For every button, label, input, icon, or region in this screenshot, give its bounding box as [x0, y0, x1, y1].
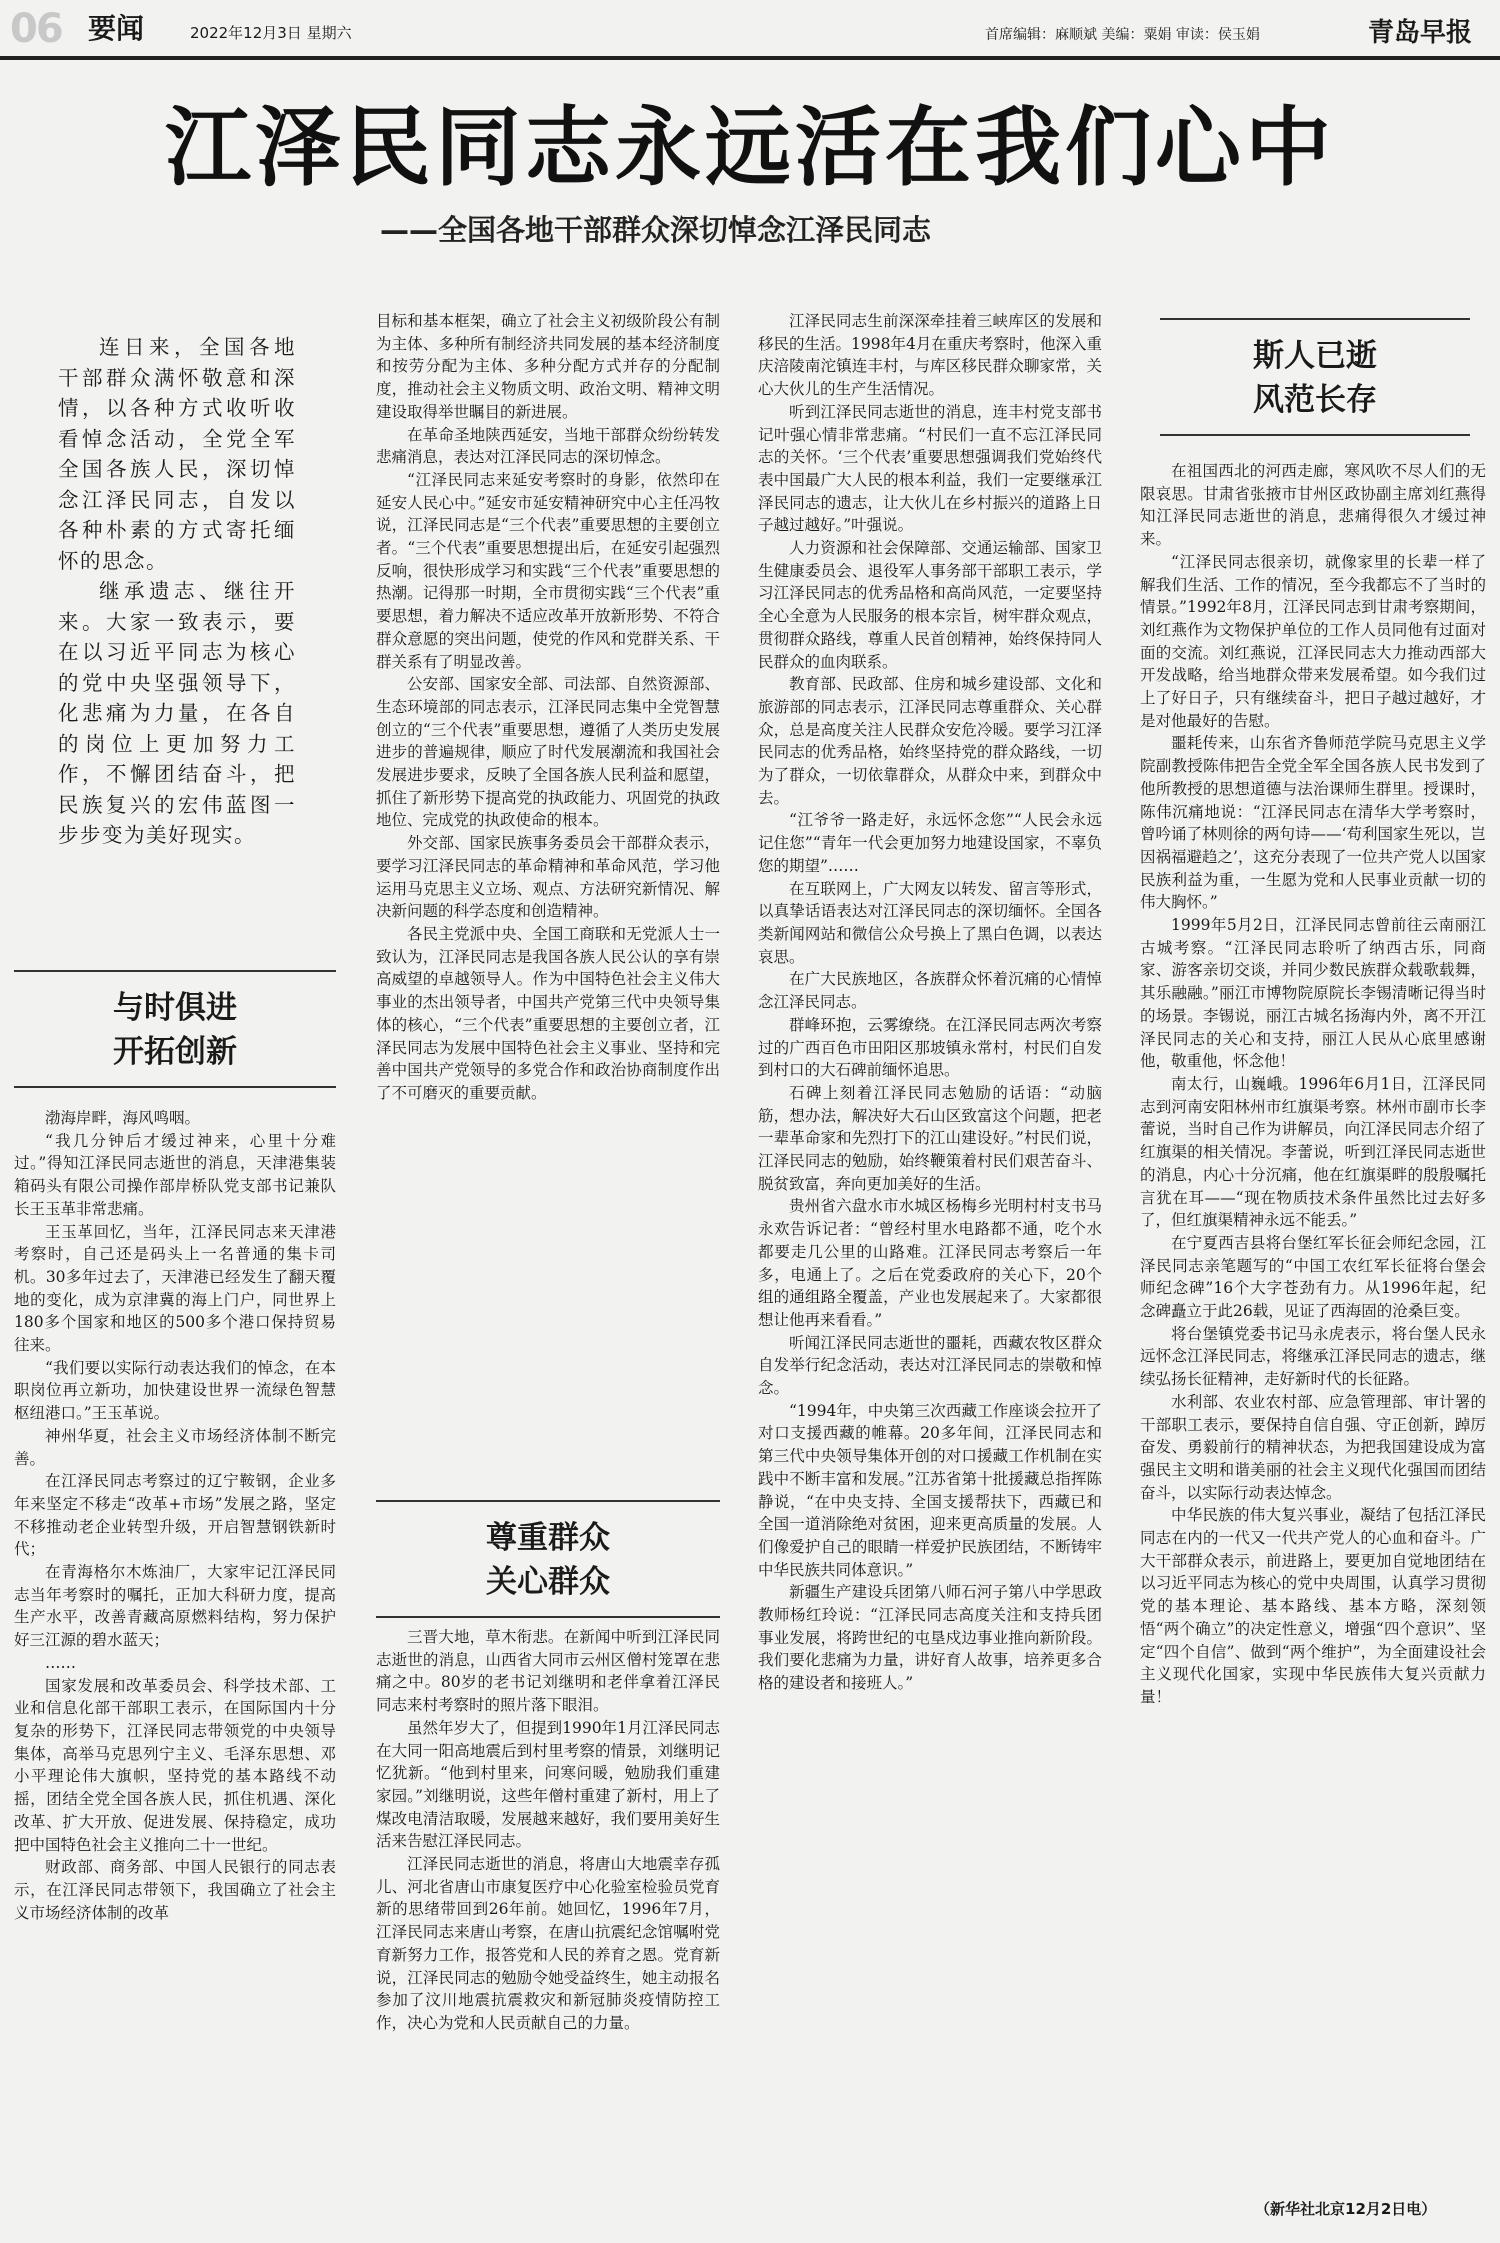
- section-heading-line: 尊重群众: [486, 1520, 610, 1556]
- section-heading-line: 风范长存: [1253, 382, 1377, 418]
- paragraph: 江泽民同志逝世的消息，将唐山大地震幸存孤儿、河北省唐山市康复医疗中心化验室检验员党育新的思绪带回到26年前。她回忆，1996年7月，江泽民同志来唐山考察，在唐山抗震纪念馆嘱咐党育新努力工作，报答党和人民的养育之恩。党育新说，江泽民同志的勉励令她受益终生，她主动报名参加了汶川地震抗震救灾和新冠肺炎疫情防控工作，决心为党和人民贡献自己的力量。: [376, 1855, 720, 2032]
- column-3-text: [758, 310, 1102, 2200]
- paragraph: 新疆生产建设兵团第八师石河子第八中学思政教师杨红玲说：“江泽民同志高度关注和支持兵团事业发展，将跨世纪的屯垦戍边事业推向新阶段。我们要化悲痛为力量，讲好育人故事，培养更多合格的建设者和接班人。”: [758, 1583, 1102, 1693]
- paragraph: 各民主党派中央、全国工商联和无党派人士一致认为，江泽民同志是我国各族人民公认的享有崇高威望的卓越领导人。作为中国特色社会主义伟大事业的杰出领导者，中国共产党第三代中央领导集体的核心，“三个代表”重要思想的主要创立者，江泽民同志为发展中国特色社会主义事业、坚持和完善中国共产党领导的多党合作和政治协商制度作出了不可磨灭的重要贡献。: [376, 924, 720, 1102]
- lead-paragraph: 继承遗志、继往开来。大家一致表示，要在以习近平同志为核心的党中央坚强领导下，化悲痛为力量，在各自的岗位上更加努力工作，不懈团结奋斗，把民族复兴的宏伟蓝图一步步变为美好现实。: [58, 579, 296, 847]
- paragraph: 听闻江泽民同志逝世的噩耗，西藏农牧区群众自发举行纪念活动，表达对江泽民同志的崇敬和悼念。: [758, 1333, 1102, 1398]
- paragraph: 财政部、商务部、中国人民银行的同志表示，在江泽民同志带领下，我国确立了社会主义市场经济体制的改革: [14, 1858, 336, 1922]
- paragraph: 1999年5月2日，江泽民同志曾前往云南丽江古城考察。“江泽民同志聆听了纳西古乐，同商家、游客亲切交谈，并同少数民族群众载歌载舞，其乐融融。”丽江市博物院原院长李锡清晰记得当时的场景。李锡说，丽江古城名扬海内外，离不开江泽民同志的关心和支持，丽江人民从心底里感谢他，敬重他，怀念他！: [1140, 916, 1486, 1071]
- paragraph: 国家发展和改革委员会、科学技术部、工业和信息化部干部职工表示，在国际国内十分复杂的形势下，江泽民同志带领党的中央领导集体，高举马克思列宁主义、毛泽东思想、邓小平理论伟大旗帜，坚持党的基本路线不动摇，团结全党全国各族人民，抓住机遇、深化改革、扩大开放、促进发展、保持稳定，成功把中国特色社会主义推向二十一世纪。: [14, 1676, 336, 1854]
- paragraph: 在江泽民同志考察过的辽宁鞍钢，企业多年来坚定不移走“改革+市场”发展之路，坚定不移推动老企业转型升级，开启智慧钢铁新时代；: [14, 1472, 336, 1559]
- paragraph: 公安部、国家安全部、司法部、自然资源部、生态环境部的同志表示，江泽民同志集中全党智慧创立的“三个代表”重要思想，遵循了人类历史发展进步的普遍规律，顺应了时代发展潮流和我国社会发展进步要求，反映了全国各族人民利益和愿望，抓住了新形势下提高党的执政能力、巩固党的执政地位、完成党的执政使命的根本。: [376, 675, 720, 830]
- paragraph: 在广大民族地区，各族群众怀着沉痛的心情悼念江泽民同志。: [758, 970, 1102, 1012]
- section-heading-line: 开拓创新: [113, 1034, 237, 1070]
- headline: 江泽民同志永远活在我们心中: [165, 97, 1335, 198]
- paragraph: 渤海岸畔，海风鸣咽。: [45, 1109, 201, 1127]
- page-number: 06: [10, 6, 62, 52]
- lead-paragraphs: [58, 332, 296, 851]
- section-heading-line: 关心群众: [486, 1564, 610, 1600]
- paragraph: 南太行，山巍峨。1996年6月1日，江泽民同志到河南安阳林州市红旗渠考察。林州市副市长李蕾说，当时自己作为讲解员，向江泽民同志介绍了红旗渠的相关情况。李蕾说，听到江泽民同志逝世的消息，内心十分沉痛，他在红旗渠畔的殷殷嘱托言犹在耳——“现在物质技术条件虽然比过去好多了，但红旗渠精神永远不能丢。”: [1140, 1074, 1486, 1230]
- paragraph: “江爷爷一路走好，永远怀念您”“人民会永远记住您”“青年一代会更加努力地建设国家，不辜负您的期望”……: [758, 811, 1102, 875]
- column-1-text: [14, 1107, 336, 2199]
- paragraph: 王玉革回忆，当年，江泽民同志来天津港考察时，自己还是码头上一名普通的集卡司机。30多年过去了，天津港已经发生了翻天覆地的变化，成为京津冀的海上门户，同世界上180多个国家和地区的500多个港口保持贸易往来。: [14, 1222, 336, 1355]
- paragraph: 人力资源和社会保障部、交通运输部、国家卫生健康委员会、退役军人事务部干部职工表示，学习江泽民同志的优秀品格和高尚风范，一定要坚持全心全意为人民服务的根本宗旨，树牢群众观点，贯彻群众路线，尊重人民首创精神，始终保持同人民群众的血肉联系。: [758, 539, 1102, 671]
- paragraph: 在青海格尔木炼油厂，大家牢记江泽民同志当年考察时的嘱托，正加大科研力度，提高生产水平，改善青藏高原燃料结构，努力保护好三江源的碧水蓝天；: [14, 1563, 336, 1650]
- paragraph: 江泽民同志生前深深牵挂着三峡库区的发展和移民的生活。1998年4月在重庆考察时，他深入重庆涪陵南沱镇连丰村，与库区移民群众聊家常，关心大伙儿的生产生活情况。: [758, 312, 1102, 399]
- paragraph: 三晋大地，草木衔悲。在新闻中听到江泽民同志逝世的消息，山西省大同市云州区僧村笼罩在悲痛之中。80岁的老书记刘继明和老伴拿着江泽民同志来村考察时的照片落下眼泪。: [376, 1628, 720, 1715]
- section-heading-innovation: [14, 970, 336, 1088]
- paragraph: 在互联网上，广大网友以转发、留言等形式，以真挚话语表达对江泽民同志的深切缅怀。全国各类新闻网站和微信公众号换上了黑白色调，以表达哀思。: [758, 879, 1102, 966]
- subheadline: ——全国各地干部群众深切悼念江泽民同志: [380, 213, 932, 247]
- paragraph: 贵州省六盘水市水城区杨梅乡光明村村支书马永欢告诉记者：“曾经村里水电路都不通，吃个水都要走几公里的山路难。江泽民同志考察后一年多，电通上了。之后在党委政府的关心下，20个组的通组路全覆盖，产业也发展起来了。大家都很想让他再来看看。”: [758, 1197, 1102, 1329]
- paragraph: “我们要以实际行动表达我们的悼念，在本职岗位再立新功，加快建设世界一流绿色智慧枢纽港口。”王玉革说。: [14, 1358, 336, 1423]
- paragraph: 石碑上刻着江泽民同志勉励的话语：“动脑筋，想办法，解决好大石山区致富这个问题，把老一辈革命家和先烈打下的江山建设好。”村民们说，江泽民同志的勉励，始终鞭策着村民们艰苦奋斗、脱贫致富，奔向更加美好的生活。: [758, 1083, 1102, 1193]
- paragraph: “江泽民同志来延安考察时的身影，依然印在延安人民心中。”延安市延安精神研究中心主任冯牧说，江泽民同志是“三个代表”重要思想的主要创立者。“三个代表”重要思想提出后，在延安引起强烈反响，很快形成学习和实践“三个代表”重要思想的热潮。记得那一时期，全市贯彻实践“三个代表”重要思想，着力解决不适应改革开放新形势、不符合群众意愿的突出问题，使党的作风和党群关系、干群关系有了明显改善。: [376, 470, 720, 671]
- paragraph: 将台堡镇党委书记马永虎表示，将台堡人民永远怀念江泽民同志，将继承江泽民同志的遗志，继续弘扬长征精神，走好新时代的长征路。: [1140, 1324, 1486, 1389]
- paragraph: “我几分钟后才缓过神来，心里十分难过。”得知江泽民同志逝世的消息，天津港集装箱码头有限公司操作部岸桥队党支部书记兼队长王玉革非常悲痛。: [14, 1131, 336, 1218]
- section-heading-legacy: [1160, 318, 1470, 436]
- paragraph: “江泽民同志很亲切，就像家里的长辈一样了解我们生活、工作的情况，至今我都忘不了当时的情景。”1992年8月，江泽民同志到甘肃考察期间，刘红燕作为文物保护单位的工作人员同他有过面对面的交流。刘红燕说，江泽民同志大力推动西部大开发战略，给当地群众带来发展希望。如今我们过上了好日子，只有继续奋斗，把日子越过越好，才是对他最好的告慰。: [1140, 552, 1486, 730]
- issue-date: 2022年12月3日 星期六: [190, 24, 352, 42]
- header-rule: [0, 56, 1500, 60]
- column-4-text: [1140, 460, 1486, 2196]
- paragraph: 外交部、国家民族事务委员会干部群众表示，要学习江泽民同志的革命精神和革命风范，学习他运用马克思主义立场、观点、方法研究新情况、解决新问题的科学态度和创造精神。: [376, 834, 720, 921]
- paragraph: “1994年，中央第三次西藏工作座谈会拉开了对口支援西藏的帷幕。20多年间，江泽民同志和第三代中央领导集体开创的对口援藏工作机制在实践中不断丰富和发展。”江苏省第十批援藏总指挥陈静说，“在中央支持、全国支援帮扶下，西藏已和全国一道消除绝对贫困，迎来更高质量的发展。人们像爱护自己的眼睛一样爱护民族团结，不断铸牢中华民族共同体意识。”: [758, 1401, 1102, 1579]
- section-heading-line: 与时俱进: [113, 990, 237, 1026]
- paragraph: 教育部、民政部、住房和城乡建设部、文化和旅游部的同志表示，江泽民同志尊重群众、关心群众，总是高度关注人民群众安危冷暖。要学习江泽民同志的优秀品格，始终坚持党的群众路线，一切为了群众，一切依靠群众，从群众中来，到群众中去。: [758, 675, 1102, 807]
- section-heading-line: 斯人已逝: [1253, 338, 1377, 374]
- paragraph: 神州华夏，社会主义市场经济体制不断完善。: [14, 1426, 336, 1468]
- newspaper-logo: 青岛早报: [1368, 18, 1473, 48]
- paragraph: 在祖国西北的河西走廊，寒风吹不尽人们的无限哀思。甘肃省张掖市甘州区政协副主席刘红燕得知江泽民同志逝世的消息，悲痛得很久才缓过神来。: [1140, 462, 1486, 549]
- section-name: 要闻: [88, 12, 145, 45]
- column-2-text-top: [376, 310, 720, 1492]
- paragraph: ……: [45, 1653, 76, 1672]
- paragraph: 虽然年岁大了，但提到1990年1月江泽民同志在大同一阳高地震后到村里考察的情景，刘继明记忆犹新。“他到村里来，问寒问暖，勉励我们重建家园。”刘继明说，这些年僧村重建了新村，用上了煤改电清洁取暖，发展越来越好，我们要用美好生活来告慰江泽民同志。: [376, 1718, 720, 1851]
- paragraph: 听到江泽民同志逝世的消息，连丰村党支部书记叶强心情非常悲痛。“村民们一直不忘江泽民同志的关怀。‘三个代表’重要思想强调我们党始终代表中国最广大人民的根本利益，我们一定要继承江泽民同志的遗志，让大伙儿在乡村振兴的道路上日子越过越好。”叶强说。: [758, 402, 1102, 535]
- paragraph: 噩耗传来，山东省齐鲁师范学院马克思主义学院副教授陈伟把告全党全军全国各族人民书发到了他所教授的思想道德与法治课师生群里。授课时，陈伟沉痛地说：“江泽民同志在清华大学考察时，曾吟诵了林则徐的两句诗——‘苟利国家生死以，岂因祸福避趋之’，这充分表现了一位共产党人以国家民族利益为重，一生愿为党和人民事业贡献一切的伟大胸怀。”: [1140, 734, 1486, 912]
- column-2-text-bottom: [376, 1626, 720, 2199]
- paragraph: 目标和基本框架，确立了社会主义初级阶段公有制为主体、多种所有制经济共同发展的基本经济制度和按劳分配为主体、多种分配方式并存的分配制度，推动社会主义物质文明、政治文明、精神文明建设取得举世瞩目的新进展。: [376, 312, 720, 421]
- paragraph: 在革命圣地陕西延安，当地干部群众纷纷转发悲痛消息，表达对江泽民同志的深切悼念。: [376, 425, 720, 467]
- paragraph: 在宁夏西吉县将台堡红军长征会师纪念园，江泽民同志亲笔题写的“中国工农红军长征将台堡会师纪念碑”16个大字苍劲有力。从1996年起，纪念碑矗立于此26载，见证了西海固的沧桑巨变。: [1140, 1233, 1486, 1321]
- byline: （新华社北京12月2日电）: [1255, 2200, 1437, 2218]
- paragraph: 中华民族的伟大复兴事业，凝结了包括江泽民同志在内的一代又一代共产党人的心血和奋斗。广大干部群众表示，前进路上，要更加自觉地团结在以习近平同志为核心的党中央周围，认真学习贯彻党的基本理论、基本路线、基本方略，深刻领悟“两个确立”的决定性意义，增强“四个意识”、坚定“四个自信”、做到“两个维护”，为全面建设社会主义现代化国家，实现中华民族伟大复兴贡献力量！: [1140, 1506, 1486, 1706]
- editor-credits: 首席编辑：麻顺斌 美编：粟娟 审读：侯玉娟: [985, 27, 1260, 43]
- lead-paragraph: 连日来，全国各地干部群众满怀敬意和深情，以各种方式收听收看悼念活动，全党全军全国各族人民，深切悼念江泽民同志，自发以各种朴素的方式寄托缅怀的思念。: [58, 335, 296, 573]
- section-heading-respect: [376, 1500, 720, 1618]
- paragraph: 群峰环抱，云雾缭绕。在江泽民同志两次考察过的广西百色市田阳区那坡镇永常村，村民们自发到村口的大石碑前缅怀追思。: [758, 1015, 1102, 1080]
- paragraph: 水利部、农业农村部、应急管理部、审计署的干部职工表示，要保持自信自强、守正创新，踔厉奋发、勇毅前行的精神状态，为把我国建设成为富强民主文明和谐美丽的社会主义现代化强国而团结奋斗，以实际行动表达悼念。: [1140, 1392, 1486, 1502]
- page-header: [0, 0, 1500, 58]
